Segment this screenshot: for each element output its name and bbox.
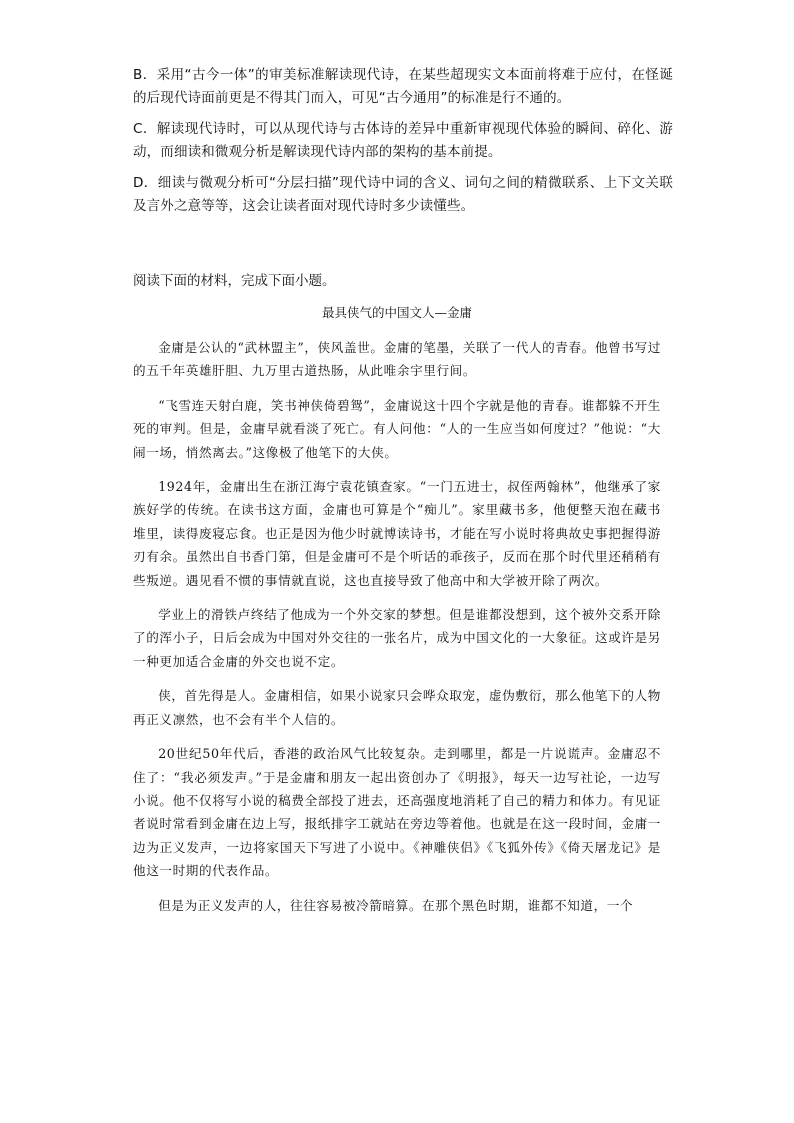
article-body [133, 336, 661, 928]
article-paragraph: 金庸是公认的“武林盟主”，侠风盖世。金庸的笔墨，关联了一代人的青春。他曾书写过的五千年英雄肝胆、九万里古道热肠，从此唯余宇里行间。 [133, 340, 661, 379]
reading-instruction: 阅读下面的材料，完成下面小题。 [133, 273, 336, 289]
article-paragraph: 20世纪50年代后，香港的政治风气比较复杂。走到哪里，都是一片说谎声。金庸忍不住了：“我必须发声。”于是金庸和朋友一起出资创办了《明报》，每天一边写社论，一边写小说。他不仅将写小说的稿费全部投了进去，还高强度地消耗了自己的精力和体力。有见证者说时常看到金庸在边上写，报纸排字工就站在旁边等着他。也就是在这一段时间，金庸一边为正义发声，一边将家国天下写进了小说中。《神雕侠侣》《飞狐外传》《倚天屠龙记》是他这一时期的代表作品。 [133, 746, 661, 879]
article-paragraph: 但是为正义发声的人，往往容易被冷箭暗算。在那个黑色时期，谁都不知道，一个 [158, 897, 634, 913]
article-paragraph: “飞雪连天射白鹿，笑书神侠倚碧鸳”，金庸说这十四个字就是他的青春。谁都躲不开生死的审判。但是，金庸早就看淡了死亡。有人问他：“人的一生应当如何度过？”他说：“大闹一场，悄然离去。”这像极了他笔下的大侠。 [133, 397, 661, 460]
article-paragraph: 侠，首先得是人。金庸相信，如果小说家只会哗众取宠，虚伪敷衍，那么他笔下的人物再正义凛然，也不会有半个人信的。 [133, 688, 661, 727]
option-b: B．采用“古今一体”的审美标准解读现代诗，在某些超现实文本面前将难于应付，在怪诞的后现代诗面前更是不得其门而入，可见“古今通用”的标准是行不通的。 [133, 67, 673, 106]
option-c: C．解读现代诗时，可以从现代诗与古体诗的差异中重新审视现代体验的瞬间、碎化、游动，而细读和微观分析是解读现代诗内部的架构的基本前提。 [133, 121, 673, 160]
article-paragraph: 学业上的滑铁卢终结了他成为一个外交家的梦想。但是谁都没想到，这个被外交系开除了的浑小子，日后会成为中国对外交往的一张名片，成为中国文化的一大象征。这或许是另一种更加适合金庸的外交也说不定。 [133, 607, 661, 669]
answer-options [133, 64, 673, 226]
article-title: 最具侠气的中国文人—金庸 [321, 305, 472, 320]
option-d: D．细读与微观分析可“分层扫描”现代诗中词的含义、词句之间的精微联系、上下文关联及言外之意等等，这会让读者面对现代诗时多少读懂些。 [133, 175, 673, 214]
article-paragraph: 1924年，金庸出生在浙江海宁袁花镇查家。“一门五进士，叔侄两翰林”，他继承了家族好学的传统。在读书这方面，金庸也可算是个“痴儿”。家里藏书多，他便整天泡在藏书堆里，读得废寝忘食。也正是因为他少时就博读诗书，才能在写小说时将典故史事把握得游刃有余。虽然出自书香门第，但是金庸可不是个听话的乖孩子，反而在那个时代里还稍稍有些叛逆。遇见看不惯的事情就直说，这也直接导致了他高中和大学被开除了两次。 [133, 479, 661, 588]
